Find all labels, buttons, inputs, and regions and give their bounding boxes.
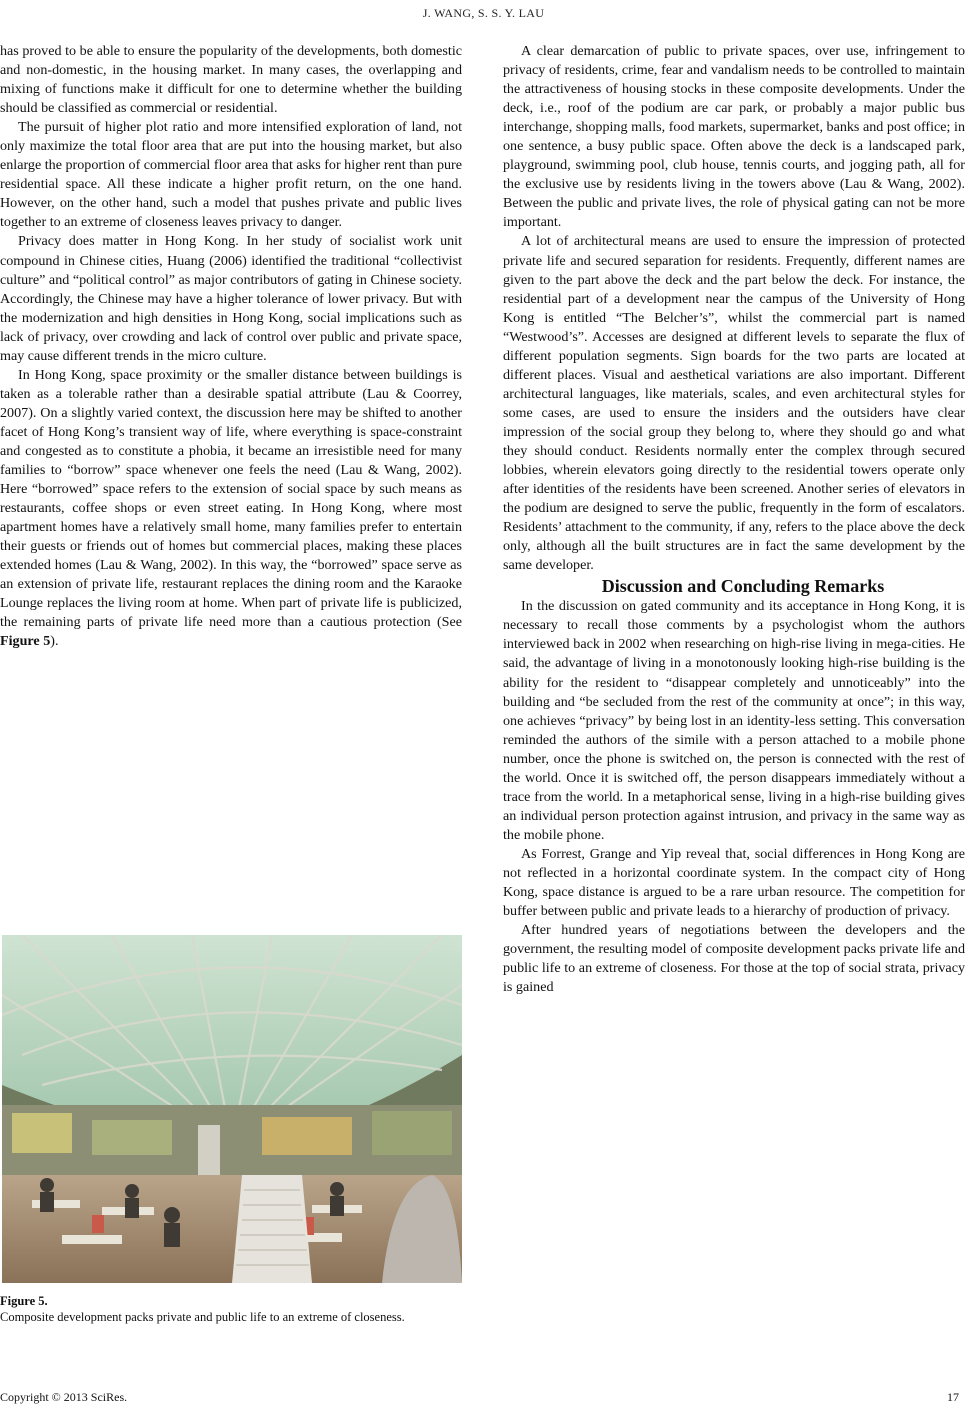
- body-paragraph: Privacy does matter in Hong Kong. In her study of socialist work unit compound in Chinese cities, Huang (2006) identified the traditional “collectivist culture” and “political control” as major contributors of gating in Chinese society. Accordingly, the Chinese may have a higher tolerance of lower privacy. But with the modernization and high densities in Hong Kong, social implications such as lack of privacy, over crowding and lack of control over public and private space, may cause different trends in the micro culture.: [0, 233, 462, 364]
- body-paragraph: [0, 366, 462, 652]
- figure-caption-text: Composite development packs private and public life to an extreme of closeness.: [0, 1310, 405, 1324]
- figure-5-photo: [2, 935, 462, 1283]
- body-paragraph: A lot of architectural means are used to ensure the impression of protected private life and secured separation for residents. Frequently, different names are given to the part above the deck and the part below the deck. For instance, the residential part of a development near the campus of the University of Hong Kong is entitled “The Belcher’s”, whilst the commercial part is named “Westwood’s”. Accesses are designed at different levels to separate the flux of different population segments. Sign boards for the two parts are located at different places. Visual and aesthetical variations are also important. Different architectural languages, like materials, scales, and even architectural styles for some cases, are used to ensure the insiders and the outsiders have clear impression of the social group they belong to, where they should go and what they should conduct. Residents normally enter the complex through secured lobbies, wherein elevators going directly to the residential towers operate only after identities of the residents have been screened. Another series of elevators in the podium are designed to serve the public, frequently in the form of escalators. Residents’ attachment to the community, if any, refers to the place above the deck only, although all the built structures are in fact the same development by the same developer.: [503, 233, 965, 574]
- running-header: J. WANG, S. S. Y. LAU: [422, 6, 545, 20]
- left-column: [0, 42, 462, 652]
- paragraph-text: In Hong Kong, space proximity or the smaller distance between buildings is taken as a tolerable rather than a desirable spatial attribute (Lau & Coorrey, 2007). On a slightly varied context, the discussion here may be shifted to another facet of Hong Kong’s transient way of life, where everything is space-constraint and congested as to constitute a phobia, it became an irresistible need for many families to “borrow” space whenever one feels the need (Lau & Wang, 2002). Here “borrowed” space refers to the extension of social space by such means as restaurants, coffee shops or even street eating. In Hong Kong, where most apartment homes have a relatively small home, many families prefer to entertain their guests or friends out of homes but commercial places, making these places extended homes (Lau & Wang, 2002). In this way, the “borrowed” space serve as an extension of private life, restaurant replaces the dining room and the Karaoke Lounge replaces the living room at home. When part of private life is publicized, the remaining parts of private life need more than a cautious protection (See: [0, 366, 462, 631]
- page-number: 17: [947, 1390, 959, 1404]
- right-column: [503, 42, 965, 997]
- figure-label: Figure 5.: [0, 1294, 48, 1308]
- body-paragraph: As Forrest, Grange and Yip reveal that, social differences in Hong Kong are not reflected in a horizontal coordinate system. In the compact city of Hong Kong, space distance is argued to be a rare urban resource. The competition for buffer between public and private leads to a hierarchy of production of privacy.: [503, 845, 965, 920]
- atrium-photo-illustration: [2, 935, 462, 1283]
- section-heading: Discussion and Concluding Remarks: [601, 576, 885, 597]
- body-paragraph: has proved to be able to ensure the popularity of the developments, both domestic and non-domestic, in the housing market. In many cases, the overlapping and mixing of functions make it difficult for one to determine whether the building should be classified as commercial or residential.: [0, 43, 462, 117]
- copyright-notice: Copyright © 2013 SciRes.: [0, 1390, 128, 1404]
- body-paragraph: In the discussion on gated community and its acceptance in Hong Kong, it is necessary to recall those comments by a psychologist whom the authors interviewed back in 2002 when researching on high-rise living in mega-cities. He said, the advantage of living in a monotonously looking high-rise building is the ability for the resident to “disappear completely and unnoticeably” into the building and “be secluded from the rest of the community at once”; in this way, one achieves “privacy” by being lost in an identity-less setting. This conversation reminded the authors of the simile with a person attached to a mobile phone number, once the phone is switched on, the person is connected with the rest of the world. Once it is switched off, the person disappears immediately without a trace from the world. In a metaphorical sense, living in a high-rise building gives an individual person protection against intrusion, and privacy in the same way as the mobile phone.: [503, 598, 965, 843]
- body-paragraph: A clear demarcation of public to private spaces, over use, infringement to privacy of residents, crime, fear and vandalism needs to be controlled to maintain the attractiveness of housing stocks in these composite developments. Under the deck, i.e., roof of the podium are car park, or probably a major public bus interchange, shopping malls, food markets, supermarket, banks and post office; in one sentence, a busy public space. Often above the deck is a landscaped park, playground, swimming pool, club house, tennis courts, and jogging path, all for the exclusive use by residents living in the towers above (Lau & Wang, 2002). Between the public and private lives, the role of physical gating can not be more important.: [503, 43, 965, 231]
- body-paragraph: After hundred years of negotiations between the developers and the government, the resulting model of composite development packs private life and public life to an extreme of closeness. For those at the top of social strata, privacy is gained: [503, 922, 965, 996]
- figure-reference: Figure 5: [0, 633, 51, 650]
- body-paragraph: The pursuit of higher plot ratio and more intensified exploration of land, not only maximize the total floor area that are put into the housing market, but also enlarge the proportion of commercial floor area that asks for higher rent than pure residential space. All these indicate a higher profit return, on the one hand. However, on the other hand, such a model that pushes private and public lives together to an extreme of closeness leaves privacy to danger.: [0, 119, 462, 231]
- figure-caption: [0, 1293, 462, 1325]
- paragraph-tail: ).: [50, 633, 59, 650]
